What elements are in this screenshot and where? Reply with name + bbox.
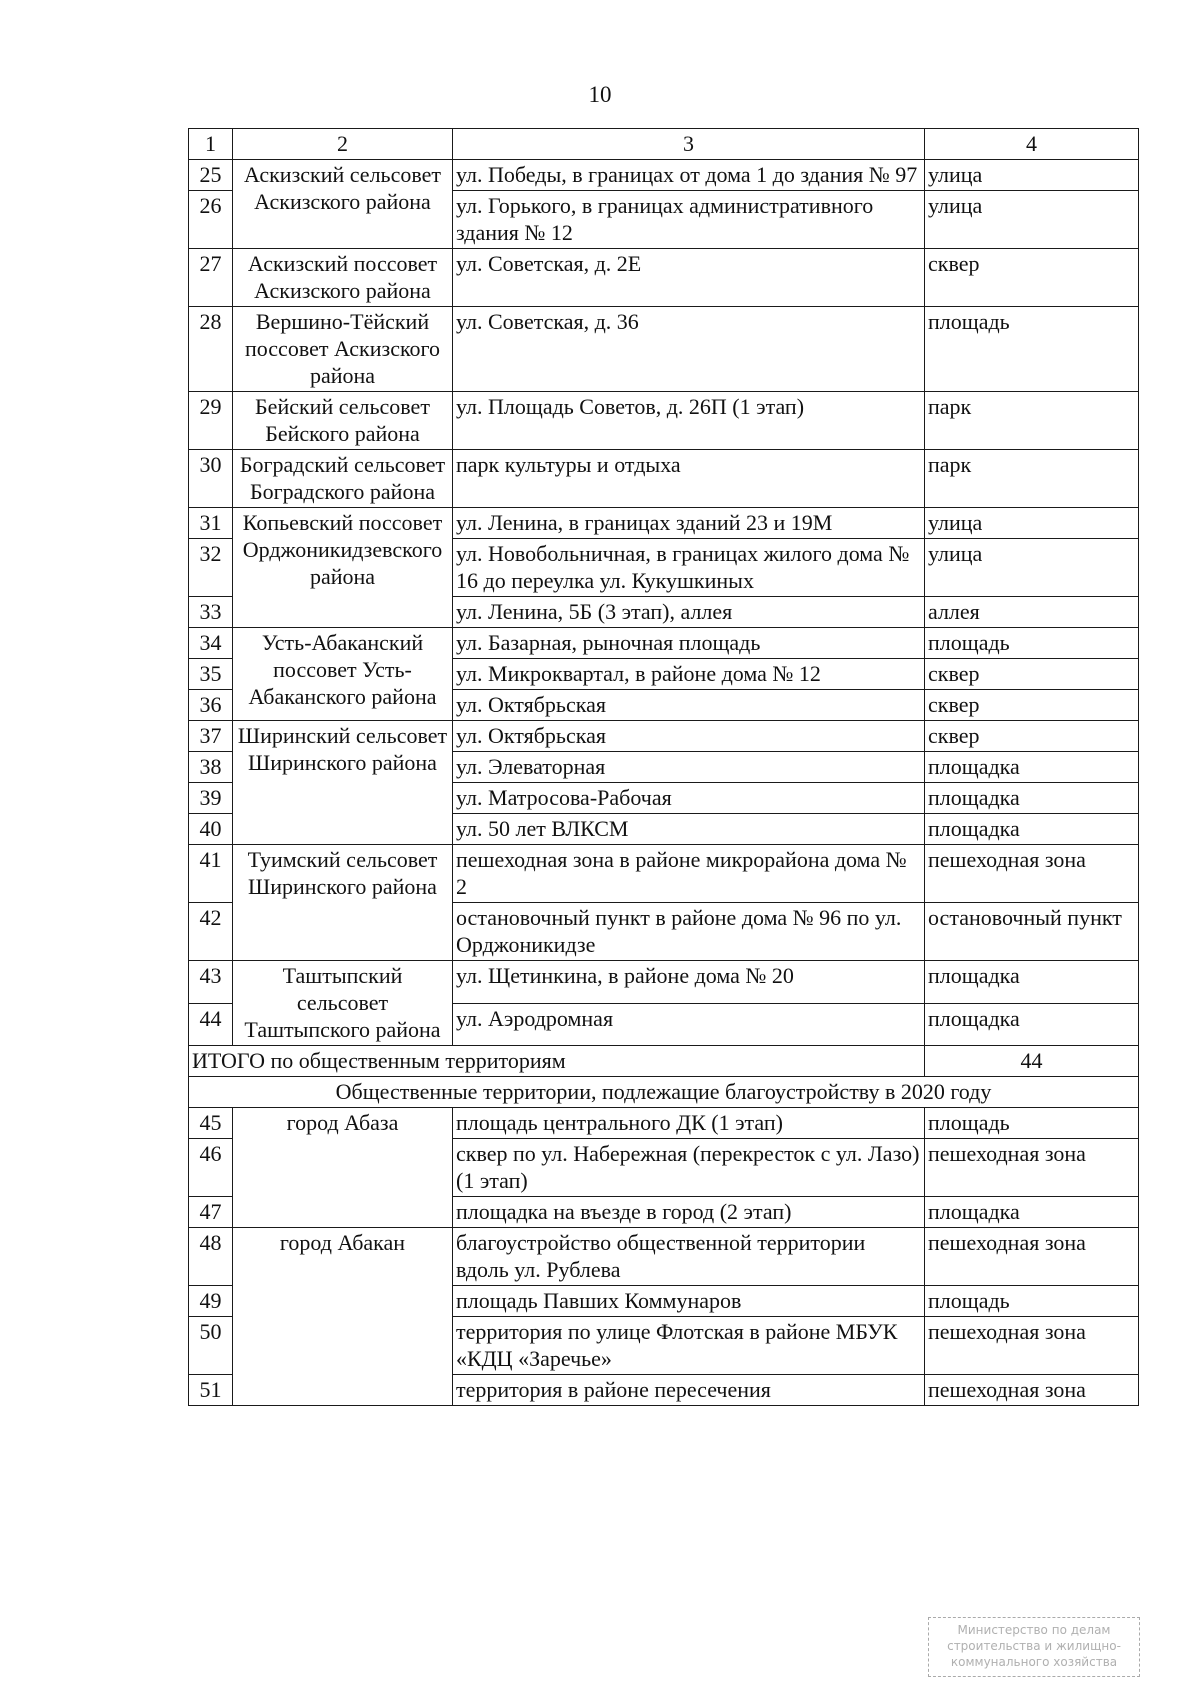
- address-cell: ул. Победы, в границах от дома 1 до здания № 97: [453, 160, 925, 191]
- table-row: [189, 307, 1139, 392]
- table-row: [189, 1108, 1139, 1139]
- row-number: 44: [189, 1003, 233, 1046]
- territory-type-cell: площадка: [925, 1003, 1139, 1046]
- municipality-cell: Аскизский поссовет Аскизского района: [233, 249, 453, 307]
- table-row: [189, 508, 1139, 539]
- section-title: Общественные территории, подлежащие благоустройству в 2020 году: [189, 1077, 1139, 1108]
- municipality-cell: город Абакан: [233, 1228, 453, 1406]
- territory-type-cell: площадка: [925, 752, 1139, 783]
- row-number: 28: [189, 307, 233, 392]
- row-number: 30: [189, 450, 233, 508]
- address-cell: ул. Октябрьская: [453, 690, 925, 721]
- address-cell: ул. Аэродромная: [453, 1003, 925, 1046]
- total-label: ИТОГО по общественным территориям: [189, 1046, 925, 1077]
- address-cell: ул. Элеваторная: [453, 752, 925, 783]
- territory-type-cell: сквер: [925, 721, 1139, 752]
- territory-type-cell: площадка: [925, 814, 1139, 845]
- municipality-cell: Аскизский сельсовет Аскизского района: [233, 160, 453, 249]
- territory-type-cell: сквер: [925, 249, 1139, 307]
- territory-type-cell: аллея: [925, 597, 1139, 628]
- territories-table: [188, 128, 1139, 1406]
- stamp-line: строительства и жилищно-: [947, 1639, 1121, 1653]
- municipality-cell: Усть-Абаканский поссовет Усть-Абаканского района: [233, 628, 453, 721]
- territory-type-cell: остановочный пункт: [925, 903, 1139, 961]
- address-cell: остановочный пункт в районе дома № 96 по ул. Орджоникидзе: [453, 903, 925, 961]
- row-number: 25: [189, 160, 233, 191]
- row-number: 38: [189, 752, 233, 783]
- row-number: 41: [189, 845, 233, 903]
- row-number: 47: [189, 1197, 233, 1228]
- row-number: 26: [189, 191, 233, 249]
- row-number: 42: [189, 903, 233, 961]
- address-cell: ул. Новобольничная, в границах жилого дома № 16 до переулка ул. Кукушкиных: [453, 539, 925, 597]
- address-cell: ул. Советская, д. 36: [453, 307, 925, 392]
- territory-type-cell: сквер: [925, 690, 1139, 721]
- territory-type-cell: улица: [925, 539, 1139, 597]
- row-number: 40: [189, 814, 233, 845]
- section-title-row: [189, 1077, 1139, 1108]
- municipality-cell: Копьевский поссовет Орджоникидзевского района: [233, 508, 453, 628]
- address-cell: ул. Ленина, 5Б (3 этап), аллея: [453, 597, 925, 628]
- row-number: 51: [189, 1375, 233, 1406]
- municipality-cell: Ширинский сельсовет Ширинского района: [233, 721, 453, 845]
- territory-type-cell: улица: [925, 160, 1139, 191]
- table-row: [189, 845, 1139, 903]
- territory-type-cell: улица: [925, 508, 1139, 539]
- address-cell: территория по улице Флотская в районе МБУК «КДЦ «Заречье»: [453, 1317, 925, 1375]
- header-col-2: 2: [233, 129, 453, 160]
- header-col-3: 3: [453, 129, 925, 160]
- address-cell: благоустройство общественной территории вдоль ул. Рублева: [453, 1228, 925, 1286]
- row-number: 37: [189, 721, 233, 752]
- row-number: 33: [189, 597, 233, 628]
- header-col-1: 1: [189, 129, 233, 160]
- municipality-cell: Бейский сельсовет Бейского района: [233, 392, 453, 450]
- territory-type-cell: площадь: [925, 1108, 1139, 1139]
- row-number: 48: [189, 1228, 233, 1286]
- address-cell: ул. Площадь Советов, д. 26П (1 этап): [453, 392, 925, 450]
- row-number: 39: [189, 783, 233, 814]
- address-cell: ул. Ленина, в границах зданий 23 и 19М: [453, 508, 925, 539]
- row-number: 45: [189, 1108, 233, 1139]
- address-cell: ул. Базарная, рыночная площадь: [453, 628, 925, 659]
- table-header-row: [189, 129, 1139, 160]
- row-number: 27: [189, 249, 233, 307]
- address-cell: ул. Щетинкина, в районе дома № 20: [453, 961, 925, 1004]
- address-cell: площадка на въезде в город (2 этап): [453, 1197, 925, 1228]
- address-cell: площадь центрального ДК (1 этап): [453, 1108, 925, 1139]
- total-value: 44: [925, 1046, 1139, 1077]
- territory-type-cell: парк: [925, 450, 1139, 508]
- territory-type-cell: пешеходная зона: [925, 1139, 1139, 1197]
- table-row: [189, 450, 1139, 508]
- stamp-line: Министерство по делам: [957, 1623, 1111, 1637]
- table-row: [189, 392, 1139, 450]
- municipality-cell: Боградский сельсовет Боградского района: [233, 450, 453, 508]
- total-row: [189, 1046, 1139, 1077]
- address-cell: ул. Советская, д. 2Е: [453, 249, 925, 307]
- row-number: 31: [189, 508, 233, 539]
- address-cell: ул. Микроквартал, в районе дома № 12: [453, 659, 925, 690]
- territory-type-cell: пешеходная зона: [925, 1317, 1139, 1375]
- territory-type-cell: пешеходная зона: [925, 845, 1139, 903]
- stamp-line: коммунального хозяйства: [950, 1655, 1118, 1669]
- row-number: 35: [189, 659, 233, 690]
- territory-type-cell: площадь: [925, 307, 1139, 392]
- territory-type-cell: парк: [925, 392, 1139, 450]
- table-row: [189, 628, 1139, 659]
- address-cell: пешеходная зона в районе микрорайона дома № 2: [453, 845, 925, 903]
- territory-type-cell: пешеходная зона: [925, 1228, 1139, 1286]
- row-number: 43: [189, 961, 233, 1004]
- address-cell: площадь Павших Коммунаров: [453, 1286, 925, 1317]
- row-number: 50: [189, 1317, 233, 1375]
- municipality-cell: Таштыпский сельсовет Таштыпского района: [233, 961, 453, 1046]
- table-row: [189, 249, 1139, 307]
- row-number: 36: [189, 690, 233, 721]
- address-cell: ул. 50 лет ВЛКСМ: [453, 814, 925, 845]
- municipality-cell: Вершино-Тёйский поссовет Аскизского района: [233, 307, 453, 392]
- territory-type-cell: площадь: [925, 628, 1139, 659]
- territory-type-cell: пешеходная зона: [925, 1375, 1139, 1406]
- address-cell: территория в районе пересечения: [453, 1375, 925, 1406]
- territory-type-cell: улица: [925, 191, 1139, 249]
- territory-type-cell: сквер: [925, 659, 1139, 690]
- address-cell: ул. Матросова-Рабочая: [453, 783, 925, 814]
- header-col-4: 4: [925, 129, 1139, 160]
- page-number: 10: [588, 82, 612, 107]
- row-number: 49: [189, 1286, 233, 1317]
- address-cell: парк культуры и отдыха: [453, 450, 925, 508]
- row-number: 34: [189, 628, 233, 659]
- territory-type-cell: площадка: [925, 1197, 1139, 1228]
- territory-type-cell: площадка: [925, 783, 1139, 814]
- table-row: [189, 721, 1139, 752]
- municipality-cell: Туимский сельсовет Ширинского района: [233, 845, 453, 961]
- municipality-cell: город Абаза: [233, 1108, 453, 1228]
- row-number: 29: [189, 392, 233, 450]
- address-cell: сквер по ул. Набережная (перекресток с ул. Лазо) (1 этап): [453, 1139, 925, 1197]
- table-row: [189, 961, 1139, 1004]
- row-number: 46: [189, 1139, 233, 1197]
- territory-type-cell: площадка: [925, 961, 1139, 1004]
- territory-type-cell: площадь: [925, 1286, 1139, 1317]
- row-number: 32: [189, 539, 233, 597]
- stamp: [928, 1617, 1140, 1677]
- address-cell: ул. Горького, в границах административного здания № 12: [453, 191, 925, 249]
- table-row: [189, 1228, 1139, 1286]
- table-row: [189, 160, 1139, 191]
- address-cell: ул. Октябрьская: [453, 721, 925, 752]
